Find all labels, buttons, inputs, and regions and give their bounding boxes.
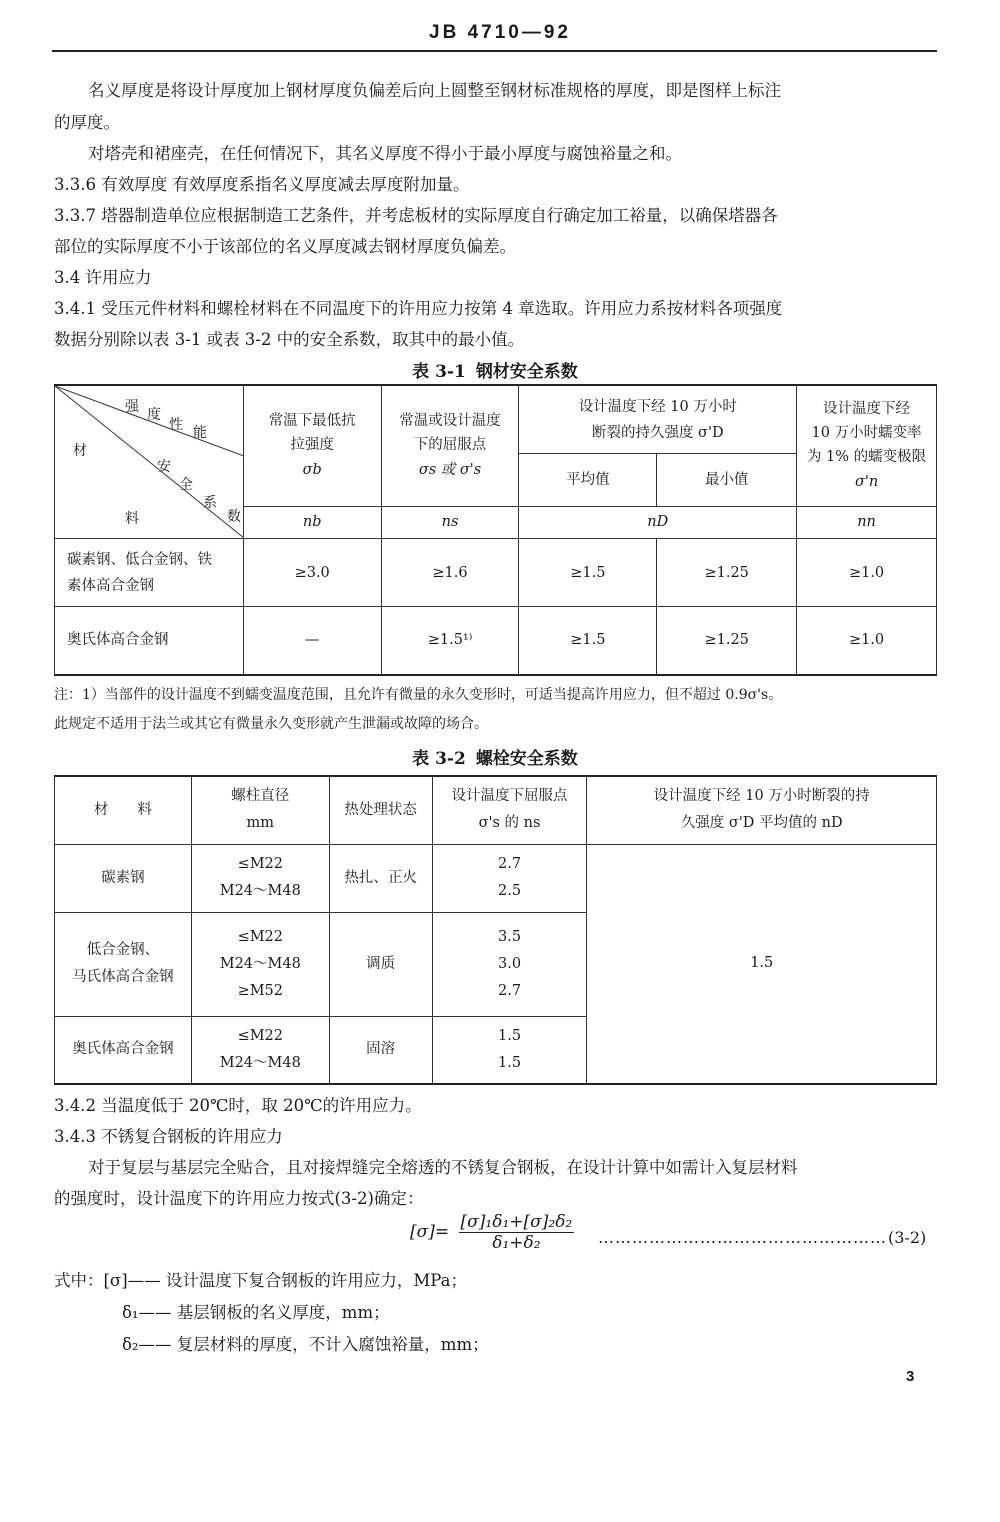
material-cell: 奥氏体高合金钢 [55, 1016, 192, 1084]
value-cell: ≥1.25 [657, 539, 797, 607]
paragraph-line: 的强度时，设计温度下的许用应力按式(3-2)确定： [54, 1189, 424, 1208]
diag-label: 材 [73, 443, 87, 459]
page-header: JB 4710—92 [429, 22, 571, 43]
formula-leader-dots: …………………………………………… [598, 1228, 887, 1247]
section-3-4-1: 3.4.1 受压元件材料和螺栓材料在不同温度下的许用应力按第 4 章选取。许用应力系按材料各项强度 [54, 299, 783, 318]
paragraph-line: 数据分别除以表 3-1 或表 3-2 中的安全系数，取其中的最小值。 [54, 330, 525, 349]
where-line: δ₂—— 复层材料的厚度，不计入腐蚀裕量，mm； [122, 1335, 489, 1354]
header-average: 平均值 [519, 454, 657, 507]
yield-cell: 1.5 1.5 [432, 1016, 587, 1084]
header-heat-treatment: 热处理状态 [329, 776, 432, 844]
factor-symbol: nD [519, 506, 797, 538]
header-diameter: 螺柱直径 mm [191, 776, 329, 844]
material-cell: 碳素钢 [55, 844, 192, 912]
value-cell: ≥1.5¹⁾ [381, 607, 519, 675]
formula-lhs: [σ]= [410, 1222, 450, 1242]
steel-safety-factor-table [54, 384, 937, 676]
paragraph-line: 名义厚度是将设计厚度加上钢材厚度负偏差后向上圆整至钢材标准规格的厚度，即是图样上标注 [88, 81, 781, 100]
heat-cell: 热扎、正火 [329, 844, 432, 912]
diag-label: 强 [125, 399, 139, 415]
where-line: 式中：[σ]—— 设计温度下复合钢板的许用应力，MPa； [54, 1271, 467, 1290]
formula-numerator: [σ]₁δ₁+[σ]₂δ₂ [460, 1212, 573, 1232]
diag-label: 安 [157, 459, 171, 475]
material-cell: 碳素钢、低合金钢、铁 素体高合金钢 [55, 539, 244, 607]
header-rupture: 设计温度下经 10 万小时 断裂的持久强度 σ'D [519, 385, 797, 454]
diag-label: 能 [193, 425, 207, 441]
diag-label: 数 [227, 509, 241, 525]
material-cell: 奥氏体高合金钢 [55, 607, 244, 675]
heat-cell: 调质 [329, 912, 432, 1016]
heat-cell: 固溶 [329, 1016, 432, 1084]
value-cell: ≥1.25 [657, 607, 797, 675]
where-line: δ₁—— 基层钢板的名义厚度，mm； [122, 1303, 390, 1322]
table-row [55, 844, 937, 912]
yield-cell: 3.5 3.0 2.7 [432, 912, 587, 1016]
header-creep: 设计温度下经 10 万小时蠕变率 为 1% 的蠕变极限 σ'n [797, 385, 937, 506]
formula-fraction [459, 1212, 575, 1253]
diameter-cell: ≤M22 M24～M48 ≥M52 [191, 912, 329, 1016]
diameter-cell: ≤M22 M24～M48 [191, 1016, 329, 1084]
table1-caption: 表 3-1 钢材安全系数 [412, 362, 578, 382]
table1-note: 注：1）当部件的设计温度不到蠕变温度范围，且允许有微量的永久变形时，可适当提高许用应力，但不超过 0.9σ's。 [54, 687, 783, 703]
diag-label: 度 [147, 407, 161, 423]
section-3-3-6: 3.3.6 有效厚度 有效厚度系指名义厚度减去厚度附加量。 [54, 175, 470, 194]
page-number: 3 [906, 1368, 915, 1385]
section-3-4-2: 3.4.2 当温度低于 20℃时，取 20℃的许用应力。 [54, 1096, 422, 1115]
header-rule [52, 50, 937, 52]
value-cell: ≥3.0 [243, 539, 381, 607]
creep-value-cell: 1.5 [587, 844, 937, 1084]
paragraph-line: 对塔壳和裙座壳，在任何情况下，其名义厚度不得小于最小厚度与腐蚀裕量之和。 [88, 144, 682, 163]
diag-label: 全 [179, 477, 193, 493]
diag-label: 料 [125, 511, 139, 527]
diagonal-header-cell [55, 385, 244, 539]
section-3-3-7: 3.3.7 塔器制造单位应根据制造工艺条件，并考虑板材的实际厚度自行确定加工裕量，以确保塔器各 [54, 206, 778, 225]
section-3-4: 3.4 许用应力 [54, 268, 152, 287]
header-creep: 设计温度下经 10 万小时断裂的持 久强度 σ'D 平均值的 nD [587, 776, 937, 844]
formula-denominator: δ₁+δ₂ [492, 1233, 541, 1253]
value-cell: ≥1.5 [519, 607, 657, 675]
value-cell: — [243, 607, 381, 675]
factor-symbol: nb [243, 506, 381, 538]
diameter-cell: ≤M22 M24～M48 [191, 844, 329, 912]
yield-cell: 2.7 2.5 [432, 844, 587, 912]
bolt-safety-factor-table [54, 775, 937, 1085]
table-row [55, 539, 937, 607]
header-yield: 设计温度下屈服点 σ's 的 ns [432, 776, 587, 844]
header-tensile: 常温下最低抗拉强度 σb [243, 385, 381, 506]
paragraph-line: 的厚度。 [54, 113, 120, 132]
diag-label: 性 [169, 417, 183, 433]
header-yield: 常温或设计温度下的屈服点 σs 或 σ's [381, 385, 519, 506]
table1-note: 此规定不适用于法兰或其它有微量永久变形就产生泄漏或故障的场合。 [54, 716, 488, 732]
factor-symbol: ns [381, 506, 519, 538]
value-cell: ≥1.0 [797, 607, 937, 675]
value-cell: ≥1.5 [519, 539, 657, 607]
formula-3-2 [410, 1212, 574, 1253]
table2-caption: 表 3-2 螺栓安全系数 [412, 749, 578, 769]
header-material: 材 料 [55, 776, 192, 844]
paragraph-line: 部位的实际厚度不小于该部位的名义厚度减去钢材厚度负偏差。 [54, 237, 516, 256]
equation-number: (3-2) [888, 1228, 927, 1247]
diag-label: 系 [203, 495, 217, 511]
table-row [55, 607, 937, 675]
paragraph-line: 对于复层与基层完全贴合，且对接焊缝完全熔透的不锈复合钢板，在设计计算中如需计入复层材料 [88, 1158, 798, 1177]
section-3-4-3: 3.4.3 不锈复合钢板的许用应力 [54, 1127, 283, 1146]
material-cell: 低合金钢、 马氏体高合金钢 [55, 912, 192, 1016]
header-minimum: 最小值 [657, 454, 797, 507]
value-cell: ≥1.0 [797, 539, 937, 607]
factor-symbol: nn [797, 506, 937, 538]
value-cell: ≥1.6 [381, 539, 519, 607]
